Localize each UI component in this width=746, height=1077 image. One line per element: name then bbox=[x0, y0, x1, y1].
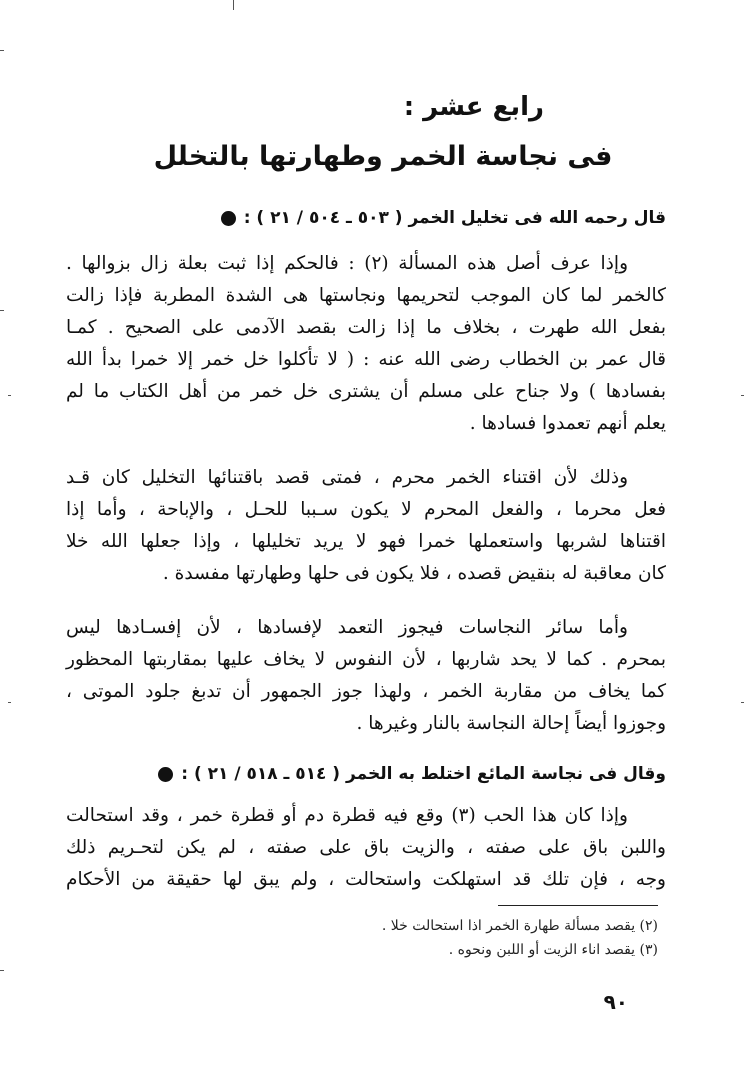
text-line: يعلم أنهم تعمدوا فسادها . bbox=[469, 413, 666, 434]
section-title-heading: فى نجاسة الخمر وطهارتها بالتخلل bbox=[153, 141, 613, 172]
text-line: وأما سائر النجاسات فيجوز التعمد لإفسادها ، لأن إفسـادها ليس bbox=[66, 617, 628, 638]
scan-artifact bbox=[0, 310, 4, 311]
text-line: بفسادها ) ولا جناح على مسلم أن يشترى خل خمر من أهل الكتاب ما لم bbox=[66, 381, 666, 402]
text-line: كالخمر لما كان الموجب لتحريمها ونجاستها هى الشدة المطربة فإذا زالت bbox=[66, 285, 666, 306]
text-line: اقتناها لشربها واستعملها خمرا فهو لا يريد تخليلها ، وإذا جعلها الله خلا bbox=[66, 531, 666, 552]
text-line: وجوزوا أيضاً إحالة النجاسة بالنار وغيرها . bbox=[356, 713, 666, 734]
text-line: وجه ، فإن تلك قد استهلكت واستحالت ، ولم يبق لها حقيقة من الأحكام bbox=[66, 869, 666, 890]
bullet-icon bbox=[158, 767, 173, 782]
scan-artifact bbox=[741, 702, 744, 703]
paragraph-3 bbox=[66, 612, 666, 740]
text-line: بفعل الله طهرت ، بخلاف ما إذا زالت بقصد الآدمى على الصحيح . كمـا bbox=[66, 317, 666, 338]
page-number: ٩٠ bbox=[603, 990, 628, 1014]
footnote-2: (٢) يقصد مسألة طهارة الخمر اذا استحالت خلا . bbox=[381, 918, 658, 934]
scan-artifact bbox=[8, 702, 11, 703]
quote-heading-text: قال رحمه الله فى تخليل الخمر ( ٥٠٣ ـ ٥٠٤ / ٢١ ) : bbox=[243, 208, 666, 228]
footnote-divider bbox=[498, 905, 658, 906]
text-line: وإذا كان هذا الحب (٣) وقع فيه قطرة دم أو قطرة خمر ، وقد استحالت bbox=[66, 805, 628, 826]
scan-artifact bbox=[741, 395, 744, 396]
quote-heading-tahleel bbox=[221, 208, 666, 228]
bullet-icon bbox=[221, 211, 236, 226]
footnote-3: (٣) يقصد اناء الزيت أو اللبن ونحوه . bbox=[448, 942, 658, 958]
scan-artifact bbox=[233, 0, 234, 10]
text-line: كان معاقبة له بنقيض قصده ، فلا يكون فى حلها وطهارتها مفسدة . bbox=[162, 563, 666, 584]
text-line: وإذا عرف أصل هذه المسألة (٢) : فالحكم إذا ثبت بعلة زال بزوالها . bbox=[66, 253, 628, 274]
text-line: وذلك لأن اقتناء الخمر محرم ، فمتى قصد باقتنائها التخليل كان قـد bbox=[66, 467, 628, 488]
text-line: واللبن باق على صفته ، والزيت باق على صفته ، لم يكن لتحـريم ذلك bbox=[66, 837, 666, 858]
quote-heading-mixed-liquid bbox=[158, 764, 666, 784]
quote-heading-text: وقال فى نجاسة المائع اختلط به الخمر ( ٥١٤ ـ ٥١٨ / ٢١ ) : bbox=[181, 764, 666, 784]
paragraph-4 bbox=[66, 800, 666, 896]
section-number-heading: رابع عشر : bbox=[403, 92, 544, 122]
text-line: كما يخاف من مقاربة الخمر ، ولهذا جوز الجمهور أن تدبغ جلود الموتى ، bbox=[66, 681, 666, 702]
scan-artifact bbox=[0, 50, 4, 51]
text-line: فعل محرما ، والفعل المحرم لا يكون سـببا للحـل ، والإباحة ، وأما إذا bbox=[66, 499, 666, 520]
paragraph-1 bbox=[66, 248, 666, 440]
scan-artifact bbox=[0, 970, 4, 971]
paragraph-2 bbox=[66, 462, 666, 590]
text-line: قال عمر بن الخطاب رضى الله عنه : ( لا تأكلوا خل خمر إلا خمرا بدأ الله bbox=[66, 349, 666, 370]
text-line: بمحرم . كما لا يحد شاربها ، لأن النفوس لا يخاف عليها بمقاربتها المحظور bbox=[66, 649, 666, 670]
scan-artifact bbox=[8, 395, 11, 396]
